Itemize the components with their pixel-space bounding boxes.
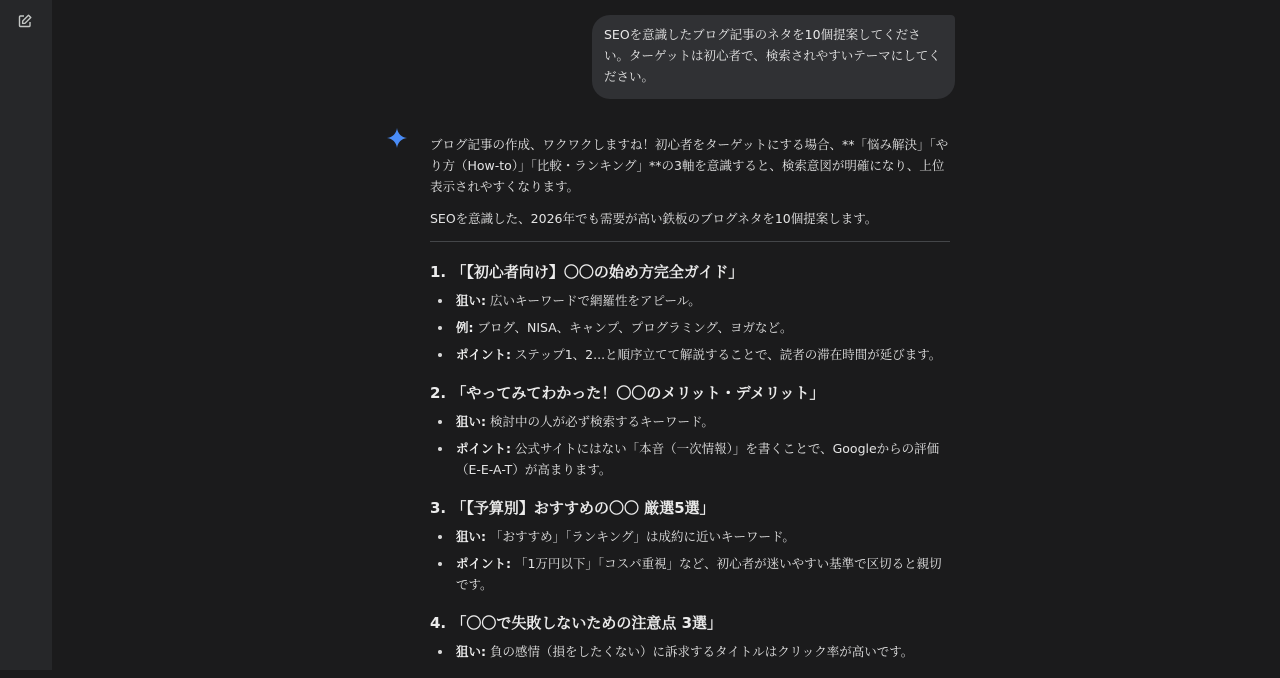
idea-heading: 1. 「【初心者向け】〇〇の始め方完全ガイド」 [430, 263, 744, 281]
bullet-text: 「おすすめ」「ランキング」は成約に近いキーワード。 [486, 529, 795, 544]
idea-bullets [430, 641, 950, 662]
idea-heading: 2. 「やってみてわかった！〇〇のメリット・デメリット」 [430, 384, 825, 402]
chat-area [52, 0, 1280, 670]
model-response [430, 134, 950, 678]
idea-bullets [430, 526, 950, 595]
idea-bullet [430, 290, 950, 311]
bullet-label: ポイント: [456, 441, 511, 456]
idea-bullet [430, 317, 950, 338]
bullet-text: 「1万円以下」「コスパ重視」など、初心者が迷いやすい基準で区切ると親切です。 [456, 556, 942, 592]
response-intro: ブログ記事の作成、ワクワクしますね！初心者をターゲットにする場合、**「悩み解決」「やり方（How-to）」「比較・ランキング」**の3軸を意識すると、検索意図が明確になり、上位表示されやすくなります。 [430, 137, 949, 194]
bullet-text: 公式サイトにはない「本音（一次情報）」を書くことで、Googleからの評価（E-E-A-T）が高まります。 [456, 441, 940, 477]
bullet-text: 検討中の人が必ず検索するキーワード。 [486, 414, 714, 429]
user-message-text: SEOを意識したブログ記事のネタを10個提案してください。ターゲットは初心者で、検索されやすいテーマにしてください。 [604, 27, 941, 84]
bullet-text: ステップ1、2...と順序立てて解説することで、読者の滞在時間が延びます。 [511, 347, 942, 362]
idea-bullet [430, 553, 950, 595]
bullet-label: 狙い: [456, 293, 486, 308]
idea-bullets [430, 290, 950, 365]
new-chat-button[interactable] [17, 13, 33, 29]
edit-square-icon [17, 13, 33, 29]
bullet-label: 例: [456, 320, 474, 335]
idea-bullet [430, 411, 950, 432]
idea-list [430, 260, 950, 662]
response-lead: SEOを意識した、2026年でも需要が高い鉄板のブログネタを10個提案します。 [430, 211, 878, 226]
idea-bullet [430, 344, 950, 365]
idea-bullets [430, 411, 950, 480]
bullet-label: 狙い: [456, 414, 486, 429]
idea-bullet [430, 641, 950, 662]
bullet-label: 狙い: [456, 644, 486, 659]
divider [430, 241, 950, 242]
bullet-label: ポイント: [456, 556, 511, 571]
sidebar-rail [0, 0, 52, 670]
idea-heading: 4. 「〇〇で失敗しないための注意点 3選」 [430, 614, 723, 632]
user-message-bubble [592, 15, 955, 99]
idea-bullet [430, 438, 950, 480]
bullet-text: 広いキーワードで網羅性をアピール。 [486, 293, 701, 308]
bullet-label: ポイント: [456, 347, 511, 362]
idea-heading: 3. 「【予算別】おすすめの〇〇 厳選5選」 [430, 499, 715, 517]
gemini-spark-icon [387, 128, 407, 148]
bullet-label: 狙い: [456, 529, 486, 544]
bullet-text: ブログ、NISA、キャンプ、プログラミング、ヨガなど。 [473, 320, 793, 335]
idea-bullet [430, 526, 950, 547]
bullet-text: 負の感情（損をしたくない）に訴求するタイトルはクリック率が高いです。 [486, 644, 914, 659]
